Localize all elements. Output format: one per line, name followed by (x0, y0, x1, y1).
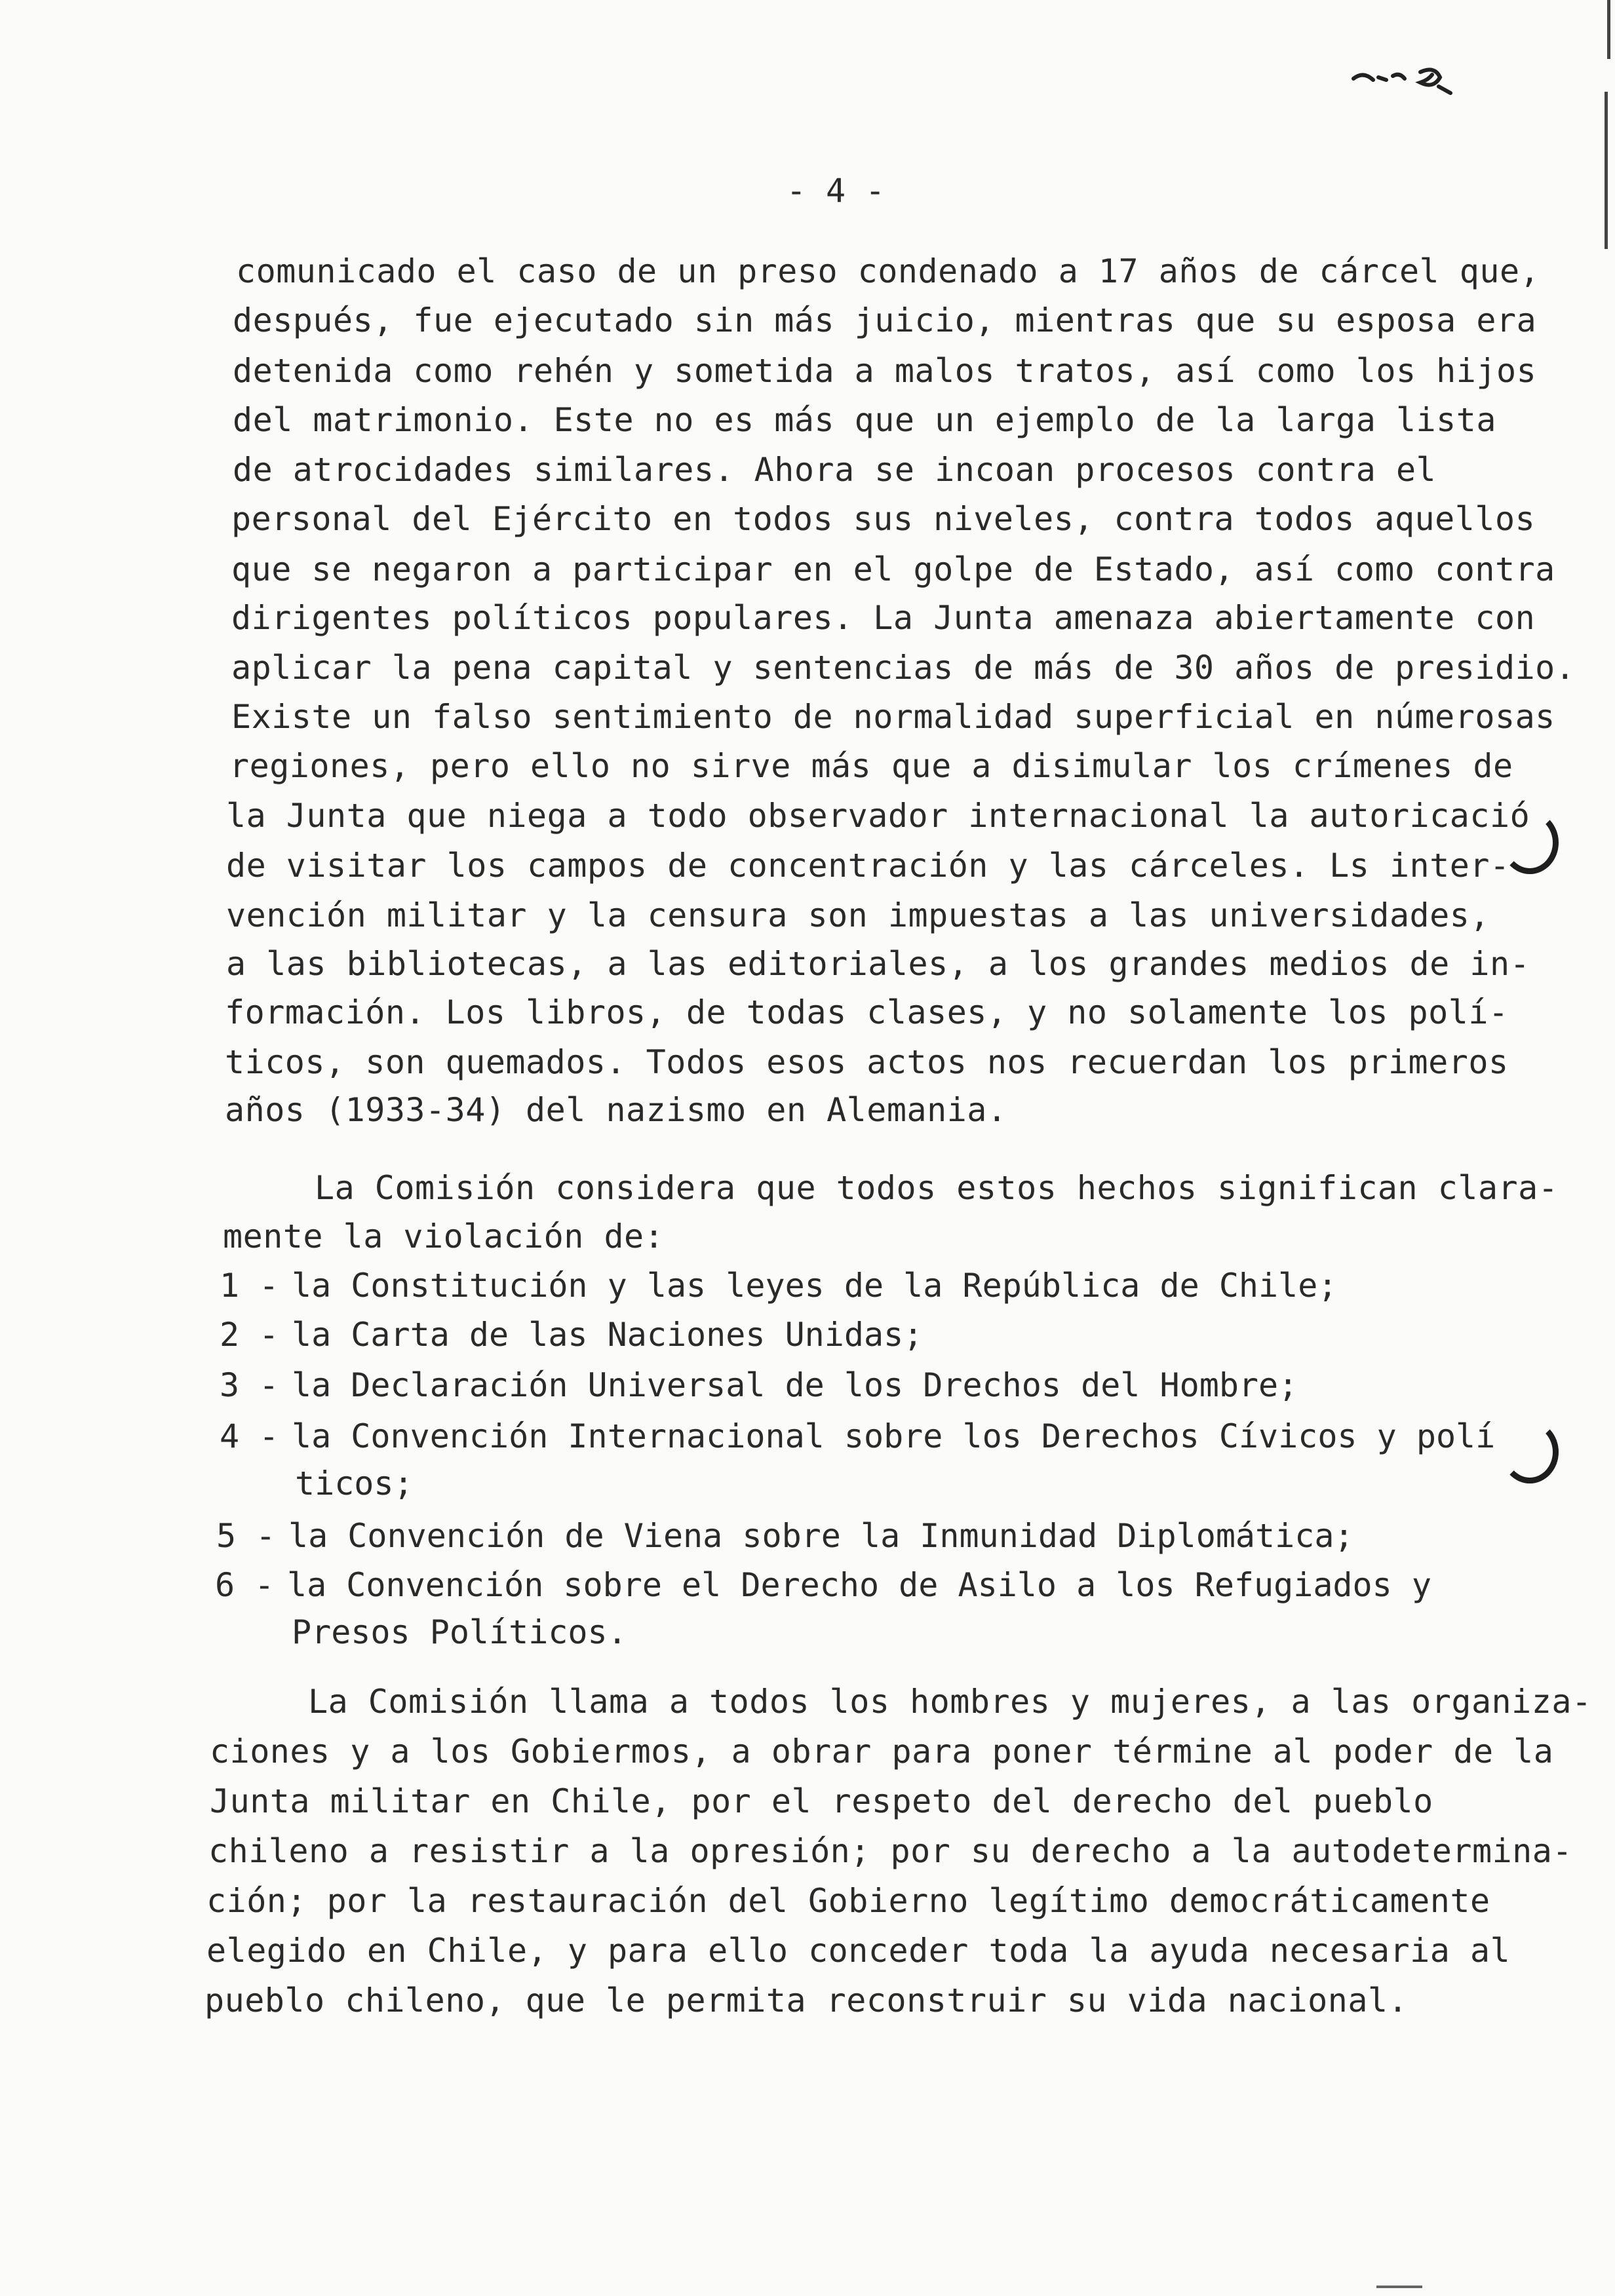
text-line: vención militar y la censura son impuestas a las universidades, (226, 896, 1490, 934)
text-line: ticos, son quemados. Todos esos actos nos recuerdan los primeros (225, 1043, 1509, 1081)
text-line: personal del Ejército en todos sus niveles, contra todos aquellos (231, 500, 1536, 538)
list-continuation: ticos; (295, 1464, 414, 1502)
text-line: Junta militar en Chile, por el respeto del derecho del pueblo (210, 1782, 1433, 1820)
text-line: la Junta que niega a todo observador internacional la autoricació (226, 797, 1530, 835)
right-edge-line (1605, 92, 1608, 249)
text-line: ciones y a los Gobiermos, a obrar para poner términe al poder de la (210, 1732, 1554, 1770)
corner-scribble-mark (1347, 52, 1458, 111)
text-line: después, fue ejecutado sin más juicio, mientras que su esposa era (233, 301, 1537, 339)
list-number: 1 - (220, 1267, 279, 1305)
list-item (215, 1566, 1431, 1604)
text-line: de visitar los campos de concentración y las cárceles. Ls inter- (226, 847, 1510, 885)
text-line: La Comisión llama a todos los hombres y mujeres, a las organiza- (308, 1683, 1592, 1721)
list-number: 4 - (220, 1417, 279, 1455)
list-text: la Carta de las Naciones Unidas; (292, 1316, 924, 1354)
text-line: elegido en Chile, y para ello conceder toda la ayuda necesaria al (206, 1932, 1511, 1970)
list-text: la Convención Internacional sobre los Derechos Cívicos y polí (292, 1417, 1496, 1455)
text-line: del matrimonio. Este no es más que un ejemplo de la larga lista (233, 401, 1496, 439)
text-line: mente la violación de: (223, 1217, 665, 1255)
list-number: 2 - (220, 1316, 279, 1354)
list-text: la Declaración Universal de los Drechos del Hombre; (292, 1366, 1298, 1404)
text-line: ción; por la restauración del Gobierno legítimo democráticamente (206, 1882, 1490, 1920)
binder-hole-mark (1501, 1421, 1559, 1483)
text-line: años (1933-34) del nazismo en Alemania. (225, 1091, 1007, 1129)
list-number: 3 - (220, 1366, 279, 1404)
list-item (220, 1417, 1495, 1455)
text-line: pueblo chileno, que le permita reconstruir su vida nacional. (204, 1981, 1409, 2019)
list-text: la Convención sobre el Derecho de Asilo a los Refugiados y (287, 1566, 1431, 1604)
list-item (216, 1517, 1354, 1555)
list-item (220, 1366, 1298, 1404)
text-line: regiones, pero ello no sirve más que a disimular los crímenes de (229, 747, 1513, 785)
text-line: de atrocidades similares. Ahora se incoan procesos contra el (233, 451, 1437, 489)
list-text: la Constitución y las leyes de la República de Chile; (292, 1267, 1338, 1305)
list-text: la Convención de Viena sobre la Inmunidad Diplomática; (288, 1517, 1354, 1555)
text-line: La Comisión considera que todos estos hechos significan clara- (315, 1169, 1559, 1207)
right-edge-line (1607, 0, 1610, 59)
text-line: comunicado el caso de un preso condenado a 17 años de cárcel que, (236, 252, 1540, 290)
text-line: detenida como rehén y sometida a malos tratos, así como los hijos (233, 352, 1537, 390)
text-line: aplicar la pena capital y sentencias de más de 30 años de presidio. (231, 649, 1576, 687)
text-line: dirigentes políticos populares. La Junta amenaza abiertamente con (231, 599, 1536, 637)
list-item (220, 1316, 923, 1354)
list-number: 6 - (215, 1566, 275, 1604)
list-continuation: Presos Políticos. (292, 1613, 627, 1651)
list-item (220, 1267, 1337, 1305)
text-line: que se negaron a participar en el golpe de Estado, así como contra (231, 550, 1555, 588)
text-line: formación. Los libros, de todas clases, y no solamente los polí- (225, 993, 1509, 1031)
text-line: Existe un falso sentimiento de normalidad superficial en númerosas (231, 698, 1555, 736)
text-line: chileno a resistir a la opresión; por su derecho a la autodetermina- (208, 1832, 1572, 1870)
list-number: 5 - (216, 1517, 276, 1555)
text-line: a las bibliotecas, a las editoriales, a los grandes medios de in- (226, 945, 1530, 983)
page-number: - 4 - (786, 172, 885, 210)
footer-mark (1376, 2286, 1422, 2288)
